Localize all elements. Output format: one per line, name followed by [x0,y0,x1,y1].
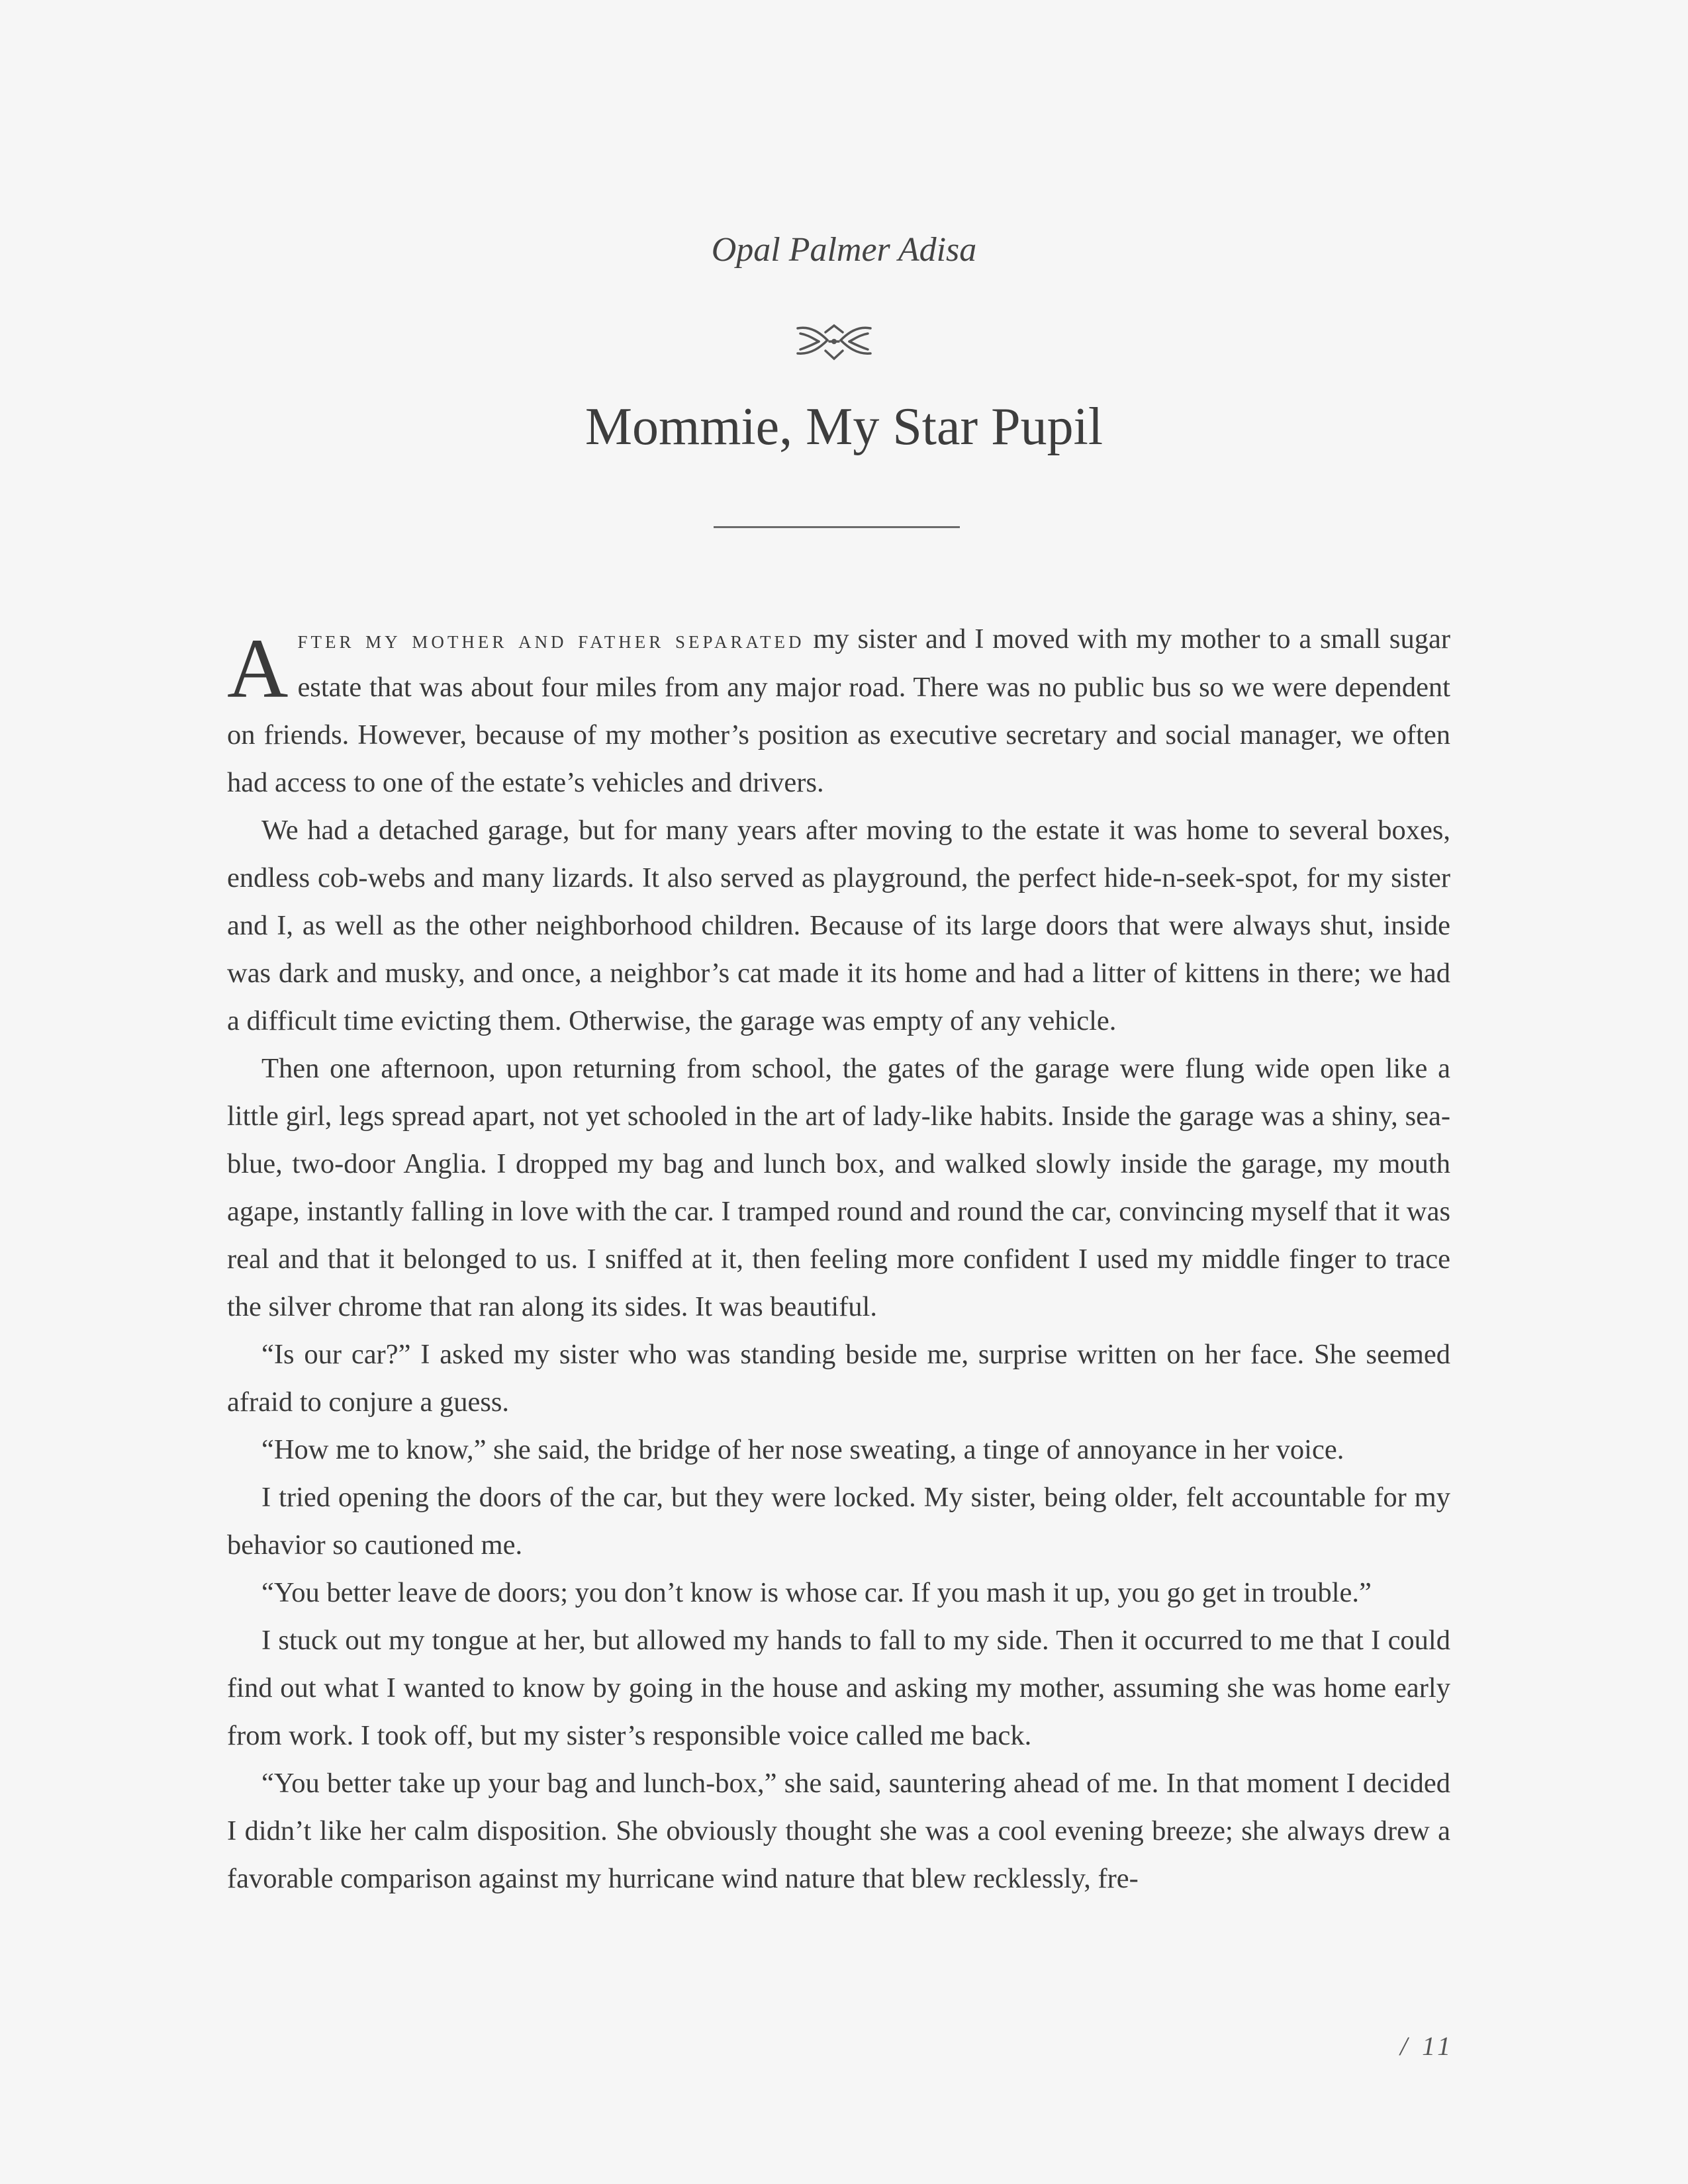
lead-in-small-caps: fter my mother and father separated [297,626,805,654]
story-paragraph-text: my sister and I moved with my mother to a small sugar estate that was about four miles from any major road. There was no public bus so we were dependent on friends. However, because of my mother’s position as executive secretary and social manager, we often had access to one of the estate’s vehicles and drivers. [227,623,1450,798]
story-paragraph: Then one afternoon, upon returning from school, the gates of the garage were flung wide open like a little girl, legs spread apart, not yet schooled in the art of lady-like habits. Inside the garage was a shiny, sea-blue, two-door Anglia. I dropped my bag and lunch box, and walked slowly inside the garage, my mouth agape, instantly falling in love with the car. I tramped round and round the car, convincing myself that it was real and that it belonged to us. I sniffed at it, then feeling more confident I used my middle finger to trace the silver chrome that ran along its sides. It was beautiful. [227,1053,1450,1322]
story-body [227,615,1450,1903]
story-paragraph: “You better leave de doors; you don’t know is whose car. If you mash it up, you go get in trouble.” [261,1577,1372,1608]
story-paragraph: We had a detached garage, but for many years after moving to the estate it was home to several boxes, endless cob-webs and many lizards. It also served as playground, the perfect hide-n-seek-spot, for my sister and I, as well as the other neighborhood children. Because of its large doors that were always shut, inside was dark and musky, and once, a neighbor’s cat made it its home and had a litter of kittens in there; we had a difficult time evicting them. Otherwise, the garage was empty of any vehicle. [227,815,1450,1036]
drop-cap: A [227,621,289,715]
story-paragraph [227,615,1450,807]
fleuron-ornament-icon [791,320,877,364]
story-paragraph: I tried opening the doors of the car, but they were locked. My sister, being older, felt accountable for my behavior so cautioned me. [227,1482,1450,1561]
story-paragraph: “You better take up your bag and lunch-box,” she said, sauntering ahead of me. In that moment I decided I didn’t like her calm disposition. She obviously thought she was a cool evening breeze; she always drew a favorable comparison against my hurricane wind nature that blew recklessly, fre- [227,1768,1450,1894]
page-number: / 11 [1400,2031,1455,2061]
story-paragraph: “How me to know,” she said, the bridge of her nose sweating, a tinge of annoyance in her voice. [261,1434,1344,1465]
story-paragraph: I stuck out my tongue at her, but allowed my hands to fall to my side. Then it occurred to me that I could find out what I wanted to know by going in the house and asking my mother, assuming she was home early from work. I took off, but my sister’s responsible voice called me back. [227,1625,1450,1751]
story-title: Mommie, My Star Pupil [585,398,1103,456]
author-name: Opal Palmer Adisa [711,231,977,269]
story-paragraph: “Is our car?” I asked my sister who was standing beside me, surprise written on her face. She seemed afraid to conjure a guess. [227,1339,1450,1418]
title-divider [714,526,960,528]
